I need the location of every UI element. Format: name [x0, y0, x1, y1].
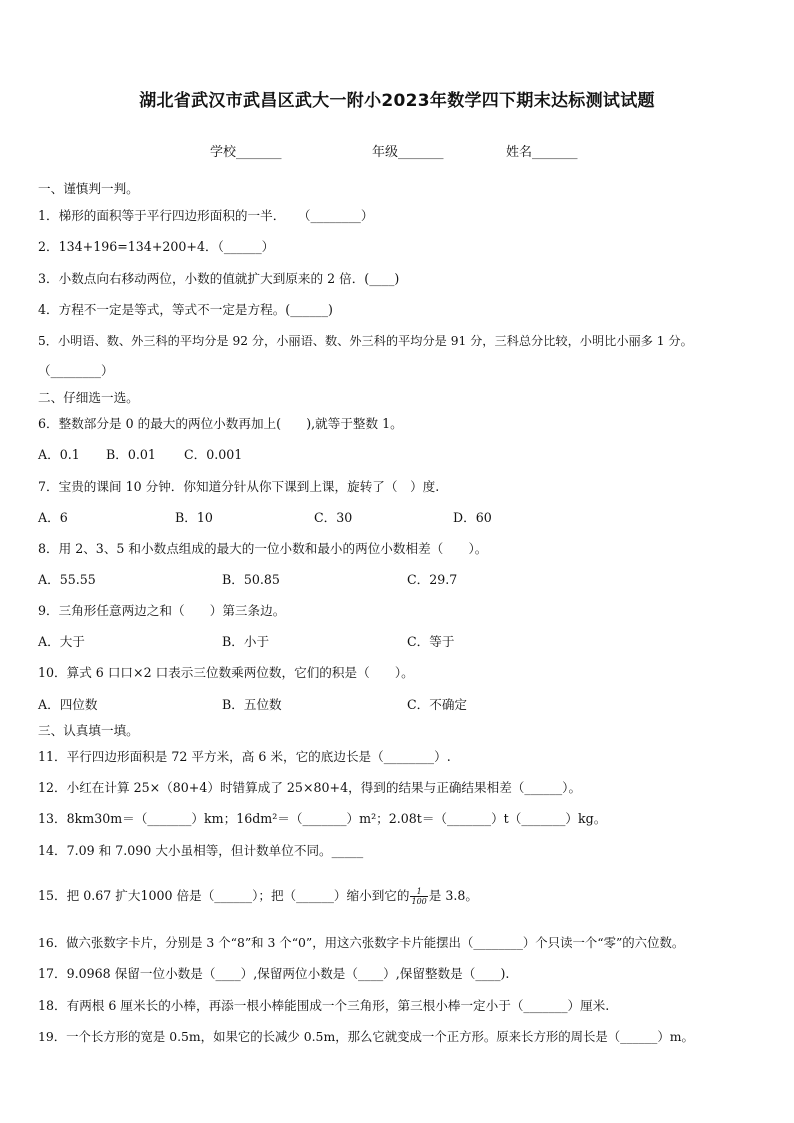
question-15: [38, 887, 478, 906]
q10-option-a: A．四位数: [38, 697, 98, 712]
question-11: 11．平行四边形面积是 72 平方米，高 6 米，它的底边长是（________）.: [38, 749, 451, 764]
question-2: 2．134+196=134+200+4．（______）: [38, 239, 275, 254]
page-title: 湖北省武汉市武昌区武大一附小2023年数学四下期末达标测试试题: [139, 91, 655, 111]
question-9: 9．三角形任意两边之和（ ）第三条边。: [38, 603, 286, 618]
question-1: 1．梯形的面积等于平行四边形面积的一半． （________）: [38, 208, 374, 223]
question-16: 16．做六张数字卡片，分别是 3 个“8”和 3 个“0”，用这六张数字卡片能摆出（________）个只读一个“零”的六位数。: [38, 935, 685, 950]
fraction-numerator: 1: [410, 887, 427, 897]
question-13: 13．8km30m＝（_______）km；16dm²＝（_______）m²；2.08t＝（_______）t（_______）kg。: [38, 811, 607, 826]
q10-option-c: C．不确定: [407, 697, 468, 712]
q9-option-b: B．小于: [222, 634, 270, 649]
q8-option-c: C．29.7: [407, 572, 458, 587]
q9-option-c: C．等于: [407, 634, 455, 649]
section-heading-2: 二、仔细选一选。: [38, 390, 139, 405]
name-field: 姓名_______: [506, 145, 578, 160]
question-15-part-a: 15．把 0.67 扩大1000 倍是（______）；把（______）缩小到它的: [38, 888, 410, 903]
q8-option-b: B．50.85: [222, 572, 280, 587]
question-17: 17．9.0968 保留一位小数是（____）,保留两位小数是（____）,保留整数是（____).: [38, 966, 510, 981]
question-15-part-b: 是 3.8。: [428, 888, 478, 903]
question-12: 12．小红在计算 25×（80+4）时错算成了 25×80+4，得到的结果与正确结果相差（______）。: [38, 780, 582, 795]
question-19: 19．一个长方形的宽是 0.5m，如果它的长减少 0.5m，那么它就变成一个正方形。原来长方形的周长是（______）m。: [38, 1029, 694, 1044]
q9-option-a: A．大于: [38, 634, 85, 649]
question-14: 14．7.09 和 7.090 大小虽相等，但计数单位不同。_____: [38, 843, 364, 858]
fraction-one-hundredth: [410, 887, 427, 906]
question-3: 3．小数点向右移动两位，小数的值就扩大到原来的 2 倍．(____): [38, 271, 400, 286]
section-heading-1: 一、谨慎判一判。: [38, 181, 139, 196]
grade-field: 年级_______: [372, 145, 444, 160]
question-5: 5．小明语、数、外三科的平均分是 92 分，小丽语、数、外三科的平均分是 91 分，三科总分比较，小明比小丽多 1 分。: [38, 334, 693, 348]
q10-option-b: B．五位数: [222, 697, 282, 712]
question-5-answer: （________）: [38, 363, 114, 378]
question-6: 6．整数部分是 0 的最大的两位小数再加上( ),就等于整数 1。: [38, 416, 403, 431]
section-heading-3: 三、认真填一填。: [38, 723, 139, 738]
question-7: 7．宝贵的课间 10 分钟．你知道分针从你下课到上课，旋转了（ ）度.: [38, 479, 440, 494]
question-4: 4．方程不一定是等式，等式不一定是方程。(______): [38, 302, 333, 317]
school-field: 学校_______: [210, 145, 282, 160]
question-8: 8．用 2、3、5 和小数点组成的最大的一位小数和最小的两位小数相差（ ）。: [38, 541, 488, 556]
q6-option-c: C．0.001: [184, 447, 243, 462]
q6-option-a: A．0.1: [38, 447, 80, 462]
question-18: 18．有两根 6 厘米长的小棒，再添一根小棒能围成一个三角形，第三根小棒一定小于（_______）厘米.: [38, 998, 610, 1013]
question-10: 10．算式 6 口口×2 口表示三位数乘两位数，它们的积是（ ）。: [38, 665, 414, 680]
fraction-denominator: 100: [411, 897, 427, 906]
q7-option-a: A．6: [38, 510, 68, 525]
q6-option-b: B．0.01: [106, 447, 156, 462]
q7-option-d: D．60: [453, 510, 492, 525]
q7-option-c: C．30: [314, 510, 353, 525]
q7-option-b: B．10: [175, 510, 213, 525]
q8-option-a: A．55.55: [38, 572, 96, 587]
